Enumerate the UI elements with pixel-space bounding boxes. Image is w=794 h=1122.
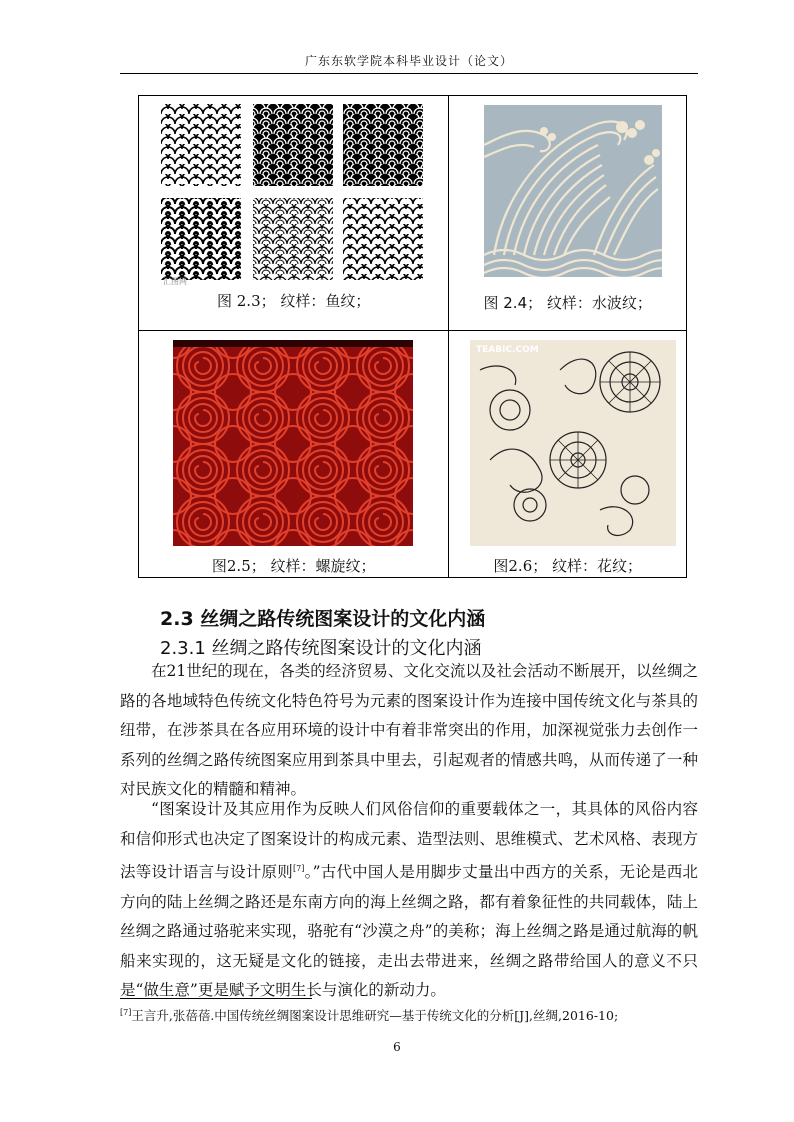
section-title: 2.3 丝绸之路传统图案设计的文化内涵 — [160, 608, 486, 630]
figure-cell-2-6 — [449, 331, 687, 578]
figure-caption: 图2.5； 纹样：螺旋纹； — [211, 557, 376, 575]
paragraph-text: 。”古代中国人是用脚步丈量出中西方的关系，无论是西北方向的陆上丝绸之路还是东南方向的海上丝绸之路，都有着象征性的共同载体，陆上丝绸之路通过骆驼来实现，骆驼有“沙漠之舟”的美称；海上丝绸之路是通过航海的帆船来实现的，这无疑是文化的链接，走出去带进来，丝绸之路带给国人的意义不只是“做生意”更是赋予文明生长与演化的新动力。 — [120, 863, 698, 1000]
figure-caption: 图2.6； 纹样：花纹； — [493, 557, 643, 575]
footnote-marker: [7] — [120, 1007, 132, 1017]
fish-scale-pattern-image — [161, 104, 431, 284]
footnote-text: 王言升,张蓓蓓.中国传统丝绸图案设计思维研究—基于传统文化的分析[J],丝绸,2016-10; — [131, 1008, 619, 1023]
image-watermark: TEABIC.COM — [476, 345, 540, 355]
figure-cell-2-4 — [449, 96, 687, 331]
body-paragraph — [120, 795, 698, 1006]
spiral-pattern-image — [173, 340, 413, 546]
figure-cell-2-3 — [139, 96, 449, 331]
page-header: 广东东软学院本科毕业设计（论文） — [304, 54, 513, 68]
subsection-title: 2.3.1 丝绸之路传统图案设计的文化内涵 — [160, 638, 482, 659]
wave-pattern-image — [484, 105, 662, 277]
footnote — [120, 1006, 720, 1024]
figure-cell-2-5 — [139, 331, 449, 578]
floral-pattern-image — [470, 340, 676, 546]
figure-table — [138, 95, 687, 578]
page-number: 6 — [393, 1040, 401, 1054]
header-rule — [120, 73, 698, 74]
body-paragraph: 在21世纪的现在，各类的经济贸易、文化交流以及社会活动不断展开，以丝绸之路的各地域特色传统文化特色符号为元素的图案设计作为连接中国传统文化与茶具的纽带，在涉茶具在各应用环境的设计中有着非常突出的作用，加深视觉张力去创作一系列的丝绸之路传统图案应用到茶具中里去，引起观者的情感共鸣，从而传递了一种对民族文化的精髓和精神。 — [120, 662, 698, 798]
citation-marker: [7] — [293, 864, 305, 873]
footnote-rule — [120, 998, 312, 999]
figure-caption: 图 2.3； 纹样：鱼纹； — [217, 292, 371, 310]
paragraph-text: “图案设计及其应用作为反映人们风俗信仰的重要载体之一，其具体的风俗内容和信仰形式也决定了图案设计的构成元素、造型法则、思维模式、艺术风格、表现方法等设计语言与设计原则 — [120, 800, 698, 882]
image-watermark: 汇图网 — [163, 277, 187, 286]
figure-caption: 图 2.4； 纹样：水波纹； — [483, 294, 652, 312]
